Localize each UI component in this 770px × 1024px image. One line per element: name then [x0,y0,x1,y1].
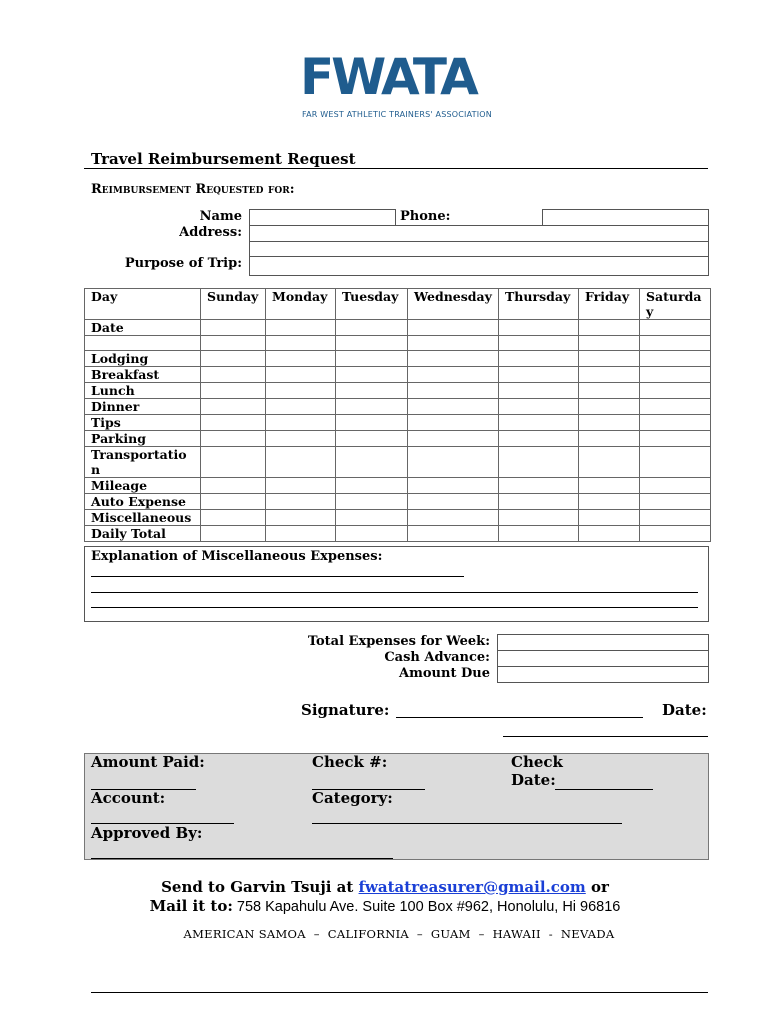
expense-cell[interactable] [499,494,579,510]
expense-cell[interactable] [201,383,266,399]
expense-cell[interactable] [579,510,640,526]
expense-cell[interactable] [408,367,499,383]
purpose-field[interactable] [249,256,709,276]
expense-cell[interactable] [579,367,640,383]
date-row [85,320,711,336]
expense-cell[interactable] [336,399,408,415]
header-wednesday: Wednesday [408,289,499,320]
expense-cell[interactable] [640,367,711,383]
expense-cell[interactable] [499,351,579,367]
expense-cell[interactable] [499,447,579,478]
expense-cell[interactable] [201,367,266,383]
explanation-line-1[interactable] [91,576,464,577]
expense-cell[interactable] [579,383,640,399]
expense-row [85,510,711,526]
header-monday: Monday [266,289,336,320]
expense-cell[interactable] [266,351,336,367]
expense-cell[interactable] [336,431,408,447]
expense-cell[interactable] [266,399,336,415]
expense-cell[interactable] [201,447,266,478]
header-tuesday: Tuesday [336,289,408,320]
amount-paid-label: Amount Paid: [91,753,205,771]
mail-address: 758 Kapahulu Ave. Suite 100 Box #962, Honolulu, Hi 96816 [232,899,621,915]
expense-cell[interactable] [336,494,408,510]
expense-cell[interactable] [336,510,408,526]
phone-label: Phone: [400,209,451,224]
expense-cell[interactable] [640,351,711,367]
name-field[interactable] [249,209,396,226]
expense-cell[interactable] [201,431,266,447]
header-sunday: Sunday [201,289,266,320]
expense-cell[interactable] [640,478,711,494]
phone-field[interactable] [542,209,709,226]
expense-cell[interactable] [640,431,711,447]
approved-by-label: Approved By: [91,824,203,842]
expense-row-label: Dinner [85,399,201,415]
address-label: Address: [179,225,242,240]
spacer-row [85,336,711,351]
expense-cell[interactable] [640,399,711,415]
expense-cell[interactable] [201,478,266,494]
expense-cell[interactable] [579,494,640,510]
check-number-label: Check #: [312,753,388,771]
expense-cell[interactable] [336,383,408,399]
expense-cell[interactable] [201,510,266,526]
send-prefix: Send to Garvin Tsuji at [161,878,359,896]
expense-cell[interactable] [336,415,408,431]
expense-cell[interactable] [499,415,579,431]
expense-cell[interactable] [408,478,499,494]
expense-cell[interactable] [640,494,711,510]
expense-cell[interactable] [499,478,579,494]
header-friday: Friday [579,289,640,320]
expense-row-label: Parking [85,431,201,447]
expense-row [85,494,711,510]
expense-row-label: Lunch [85,383,201,399]
date-cell[interactable] [336,320,408,336]
title-rule [84,168,708,169]
expense-cell[interactable] [408,383,499,399]
expense-cell[interactable] [640,526,711,542]
requested-for-heading: Reimbursement Requested for: [91,182,295,197]
expense-cell[interactable] [201,526,266,542]
expense-cell[interactable] [336,447,408,478]
expense-cell[interactable] [499,526,579,542]
logo-text: FWATA [300,48,476,106]
check-date-label-1: Check [511,753,563,771]
date-cell[interactable] [266,320,336,336]
treasurer-email-link[interactable]: fwatatreasurer@gmail.com [358,878,586,896]
expense-cell[interactable] [201,415,266,431]
bottom-rule [91,992,708,993]
expense-cell[interactable] [640,447,711,478]
expense-cell[interactable] [499,383,579,399]
expense-cell[interactable] [201,351,266,367]
expense-cell[interactable] [640,383,711,399]
expense-row [85,478,711,494]
expense-cell[interactable] [579,415,640,431]
expense-cell[interactable] [266,415,336,431]
expense-cell[interactable] [336,367,408,383]
expense-cell[interactable] [579,399,640,415]
cash-advance-label: Cash Advance: [384,650,490,665]
send-to-line [0,878,770,896]
date-cell[interactable] [408,320,499,336]
expense-row-label: Lodging [85,351,201,367]
expense-row-label: Breakfast [85,367,201,383]
mail-label: Mail it to: [149,897,233,915]
expense-cell[interactable] [408,494,499,510]
expense-cell[interactable] [499,399,579,415]
address-field-line-2[interactable] [249,241,709,257]
expense-cell[interactable] [266,383,336,399]
expense-row [85,351,711,367]
date-label: Date [85,320,201,336]
signature-date-line[interactable] [503,736,708,737]
check-date-label-2: Date: [511,771,556,789]
date-cell[interactable] [499,320,579,336]
expense-row-label: Tips [85,415,201,431]
name-label: Name [199,209,242,224]
amount-due-label: Amount Due [399,666,490,681]
total-expenses-field[interactable] [497,634,709,651]
account-label: Account: [91,789,166,807]
expense-cell[interactable] [201,494,266,510]
explanation-line-3[interactable] [91,607,698,608]
logo-subtitle: FAR WEST ATHLETIC TRAINERS' ASSOCIATION [302,110,492,119]
expense-cell[interactable] [579,526,640,542]
expense-cell[interactable] [640,510,711,526]
expense-row [85,415,711,431]
fwata-logo [300,48,500,124]
expense-row-label: Transportation [85,447,201,478]
expense-cell[interactable] [336,351,408,367]
signature-line[interactable] [396,717,643,718]
expense-row [85,367,711,383]
expense-cell[interactable] [579,478,640,494]
expense-row-label: Auto Expense [85,494,201,510]
total-expenses-label: Total Expenses for Week: [307,634,490,649]
expense-cell[interactable] [201,399,266,415]
explanation-title: Explanation of Miscellaneous Expenses: [91,549,383,564]
expense-cell[interactable] [499,367,579,383]
expense-cell[interactable] [266,510,336,526]
expense-cell[interactable] [408,447,499,478]
amount-due-field[interactable] [497,666,709,683]
expense-row [85,383,711,399]
header-day: Day [85,289,201,320]
signature-date-label: Date: [662,701,707,719]
expense-cell[interactable] [408,510,499,526]
expense-row [85,399,711,415]
expense-cell[interactable] [408,526,499,542]
cash-advance-field[interactable] [497,650,709,667]
header-saturday: Saturday [640,289,711,320]
expense-cell[interactable] [266,494,336,510]
check-date-line[interactable] [555,789,653,790]
date-cell[interactable] [579,320,640,336]
expense-cell[interactable] [499,510,579,526]
expense-cell[interactable] [579,351,640,367]
expense-table [84,288,711,542]
signature-label: Signature: [301,701,390,719]
category-line[interactable] [312,823,622,824]
expense-row [85,431,711,447]
expense-cell[interactable] [266,447,336,478]
expense-cell[interactable] [336,478,408,494]
expense-cell[interactable] [640,415,711,431]
explanation-line-2[interactable] [91,592,698,593]
header-thursday: Thursday [499,289,579,320]
expense-cell[interactable] [266,367,336,383]
date-cell[interactable] [201,320,266,336]
expense-row-label: Mileage [85,478,201,494]
expense-cell[interactable] [266,431,336,447]
expense-cell[interactable] [579,431,640,447]
expense-cell[interactable] [579,447,640,478]
expense-cell[interactable] [408,415,499,431]
table-header-row [85,289,711,320]
mail-to-line [0,897,770,915]
expense-cell[interactable] [408,351,499,367]
expense-row [85,526,711,542]
expense-cell[interactable] [336,526,408,542]
approved-by-line[interactable] [91,858,393,859]
regions-line: AMERICAN SAMOA – CALIFORNIA – GUAM – HAWAII - NEVADA [183,927,615,941]
expense-cell[interactable] [266,526,336,542]
category-label: Category: [312,789,393,807]
expense-row-label: Daily Total [85,526,201,542]
expense-cell[interactable] [408,431,499,447]
address-field-line-1[interactable] [249,225,709,242]
expense-cell[interactable] [266,478,336,494]
expense-row-label: Miscellaneous [85,510,201,526]
expense-row [85,447,711,478]
purpose-label: Purpose of Trip: [124,256,242,271]
document-title: Travel Reimbursement Request [91,150,356,168]
expense-cell[interactable] [408,399,499,415]
expense-cell[interactable] [499,431,579,447]
send-suffix: or [585,878,609,896]
date-cell[interactable] [640,320,711,336]
